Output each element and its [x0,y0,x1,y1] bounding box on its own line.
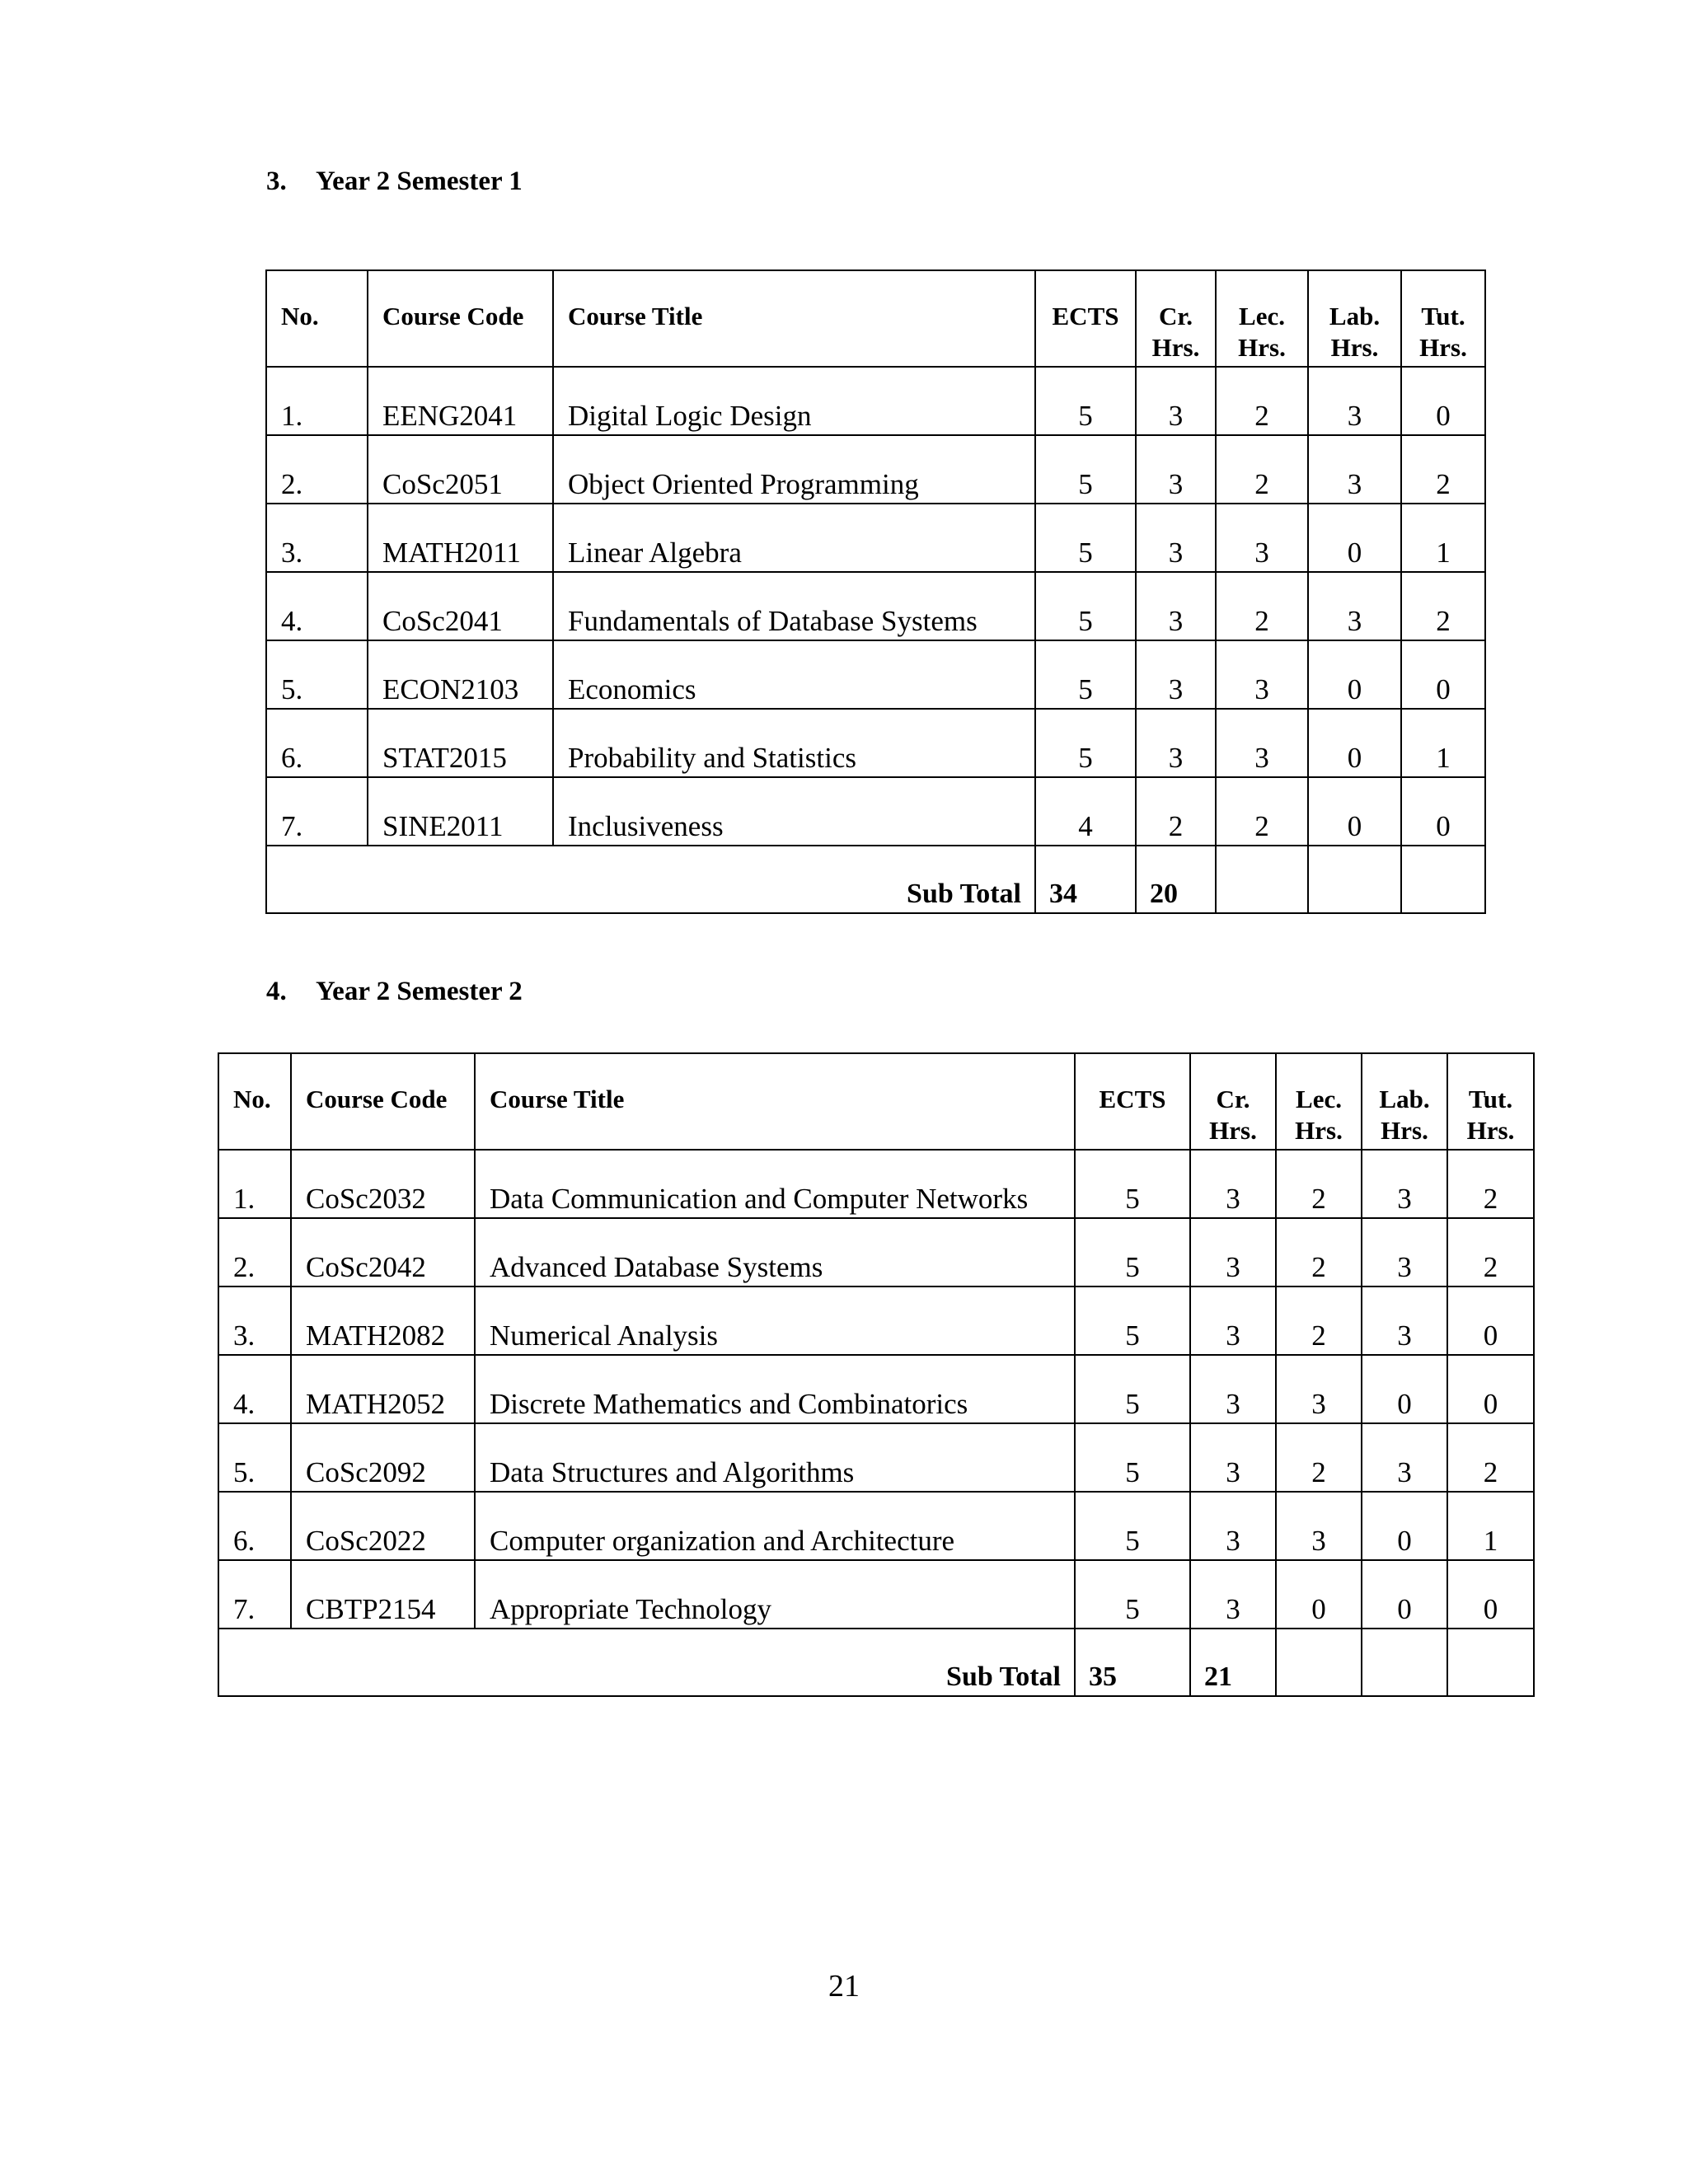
cell-course-code: SINE2011 [368,777,553,846]
cell-course-title: Probability and Statistics [553,709,1035,777]
cell-ects: 5 [1075,1423,1190,1492]
cell-lec-hrs: 2 [1276,1150,1362,1218]
cell-tut-hrs: 0 [1447,1286,1534,1355]
cell-course-code: ECON2103 [368,640,553,709]
cell-no: 1. [266,367,368,435]
cell-no: 3. [218,1286,291,1355]
table-row [218,1492,1534,1560]
cell-cr-hrs: 3 [1190,1492,1276,1560]
table-row [266,367,1485,435]
subtotal-empty-cell [1362,1629,1447,1696]
cell-course-code: EENG2041 [368,367,553,435]
col-header-ects: ECTS [1075,1053,1190,1150]
cell-lec-hrs: 2 [1276,1423,1362,1492]
cell-course-title: Data Structures and Algorithms [475,1423,1075,1492]
cell-tut-hrs: 0 [1447,1560,1534,1629]
section-number: 3. [266,166,287,196]
cell-course-code: STAT2015 [368,709,553,777]
section-heading-year2-sem2 [266,975,523,1008]
cell-course-title: Appropriate Technology [475,1560,1075,1629]
cell-lec-hrs: 3 [1216,640,1308,709]
table-row [266,640,1485,709]
cell-lec-hrs: 2 [1216,367,1308,435]
cell-tut-hrs: 0 [1401,640,1485,709]
cell-lec-hrs: 3 [1216,709,1308,777]
cell-lab-hrs: 3 [1308,435,1401,504]
cell-lec-hrs: 2 [1216,572,1308,640]
cell-no: 5. [218,1423,291,1492]
cell-course-title: Economics [553,640,1035,709]
cell-no: 6. [266,709,368,777]
cell-lec-hrs: 3 [1276,1355,1362,1423]
cell-lab-hrs: 0 [1308,777,1401,846]
cell-cr-hrs: 2 [1136,777,1216,846]
cell-lab-hrs: 3 [1308,367,1401,435]
table-row [218,1286,1534,1355]
cell-lab-hrs: 3 [1308,572,1401,640]
cell-course-title: Digital Logic Design [553,367,1035,435]
col-header-no: No. [266,270,368,367]
cell-no: 2. [266,435,368,504]
cell-cr-hrs: 3 [1190,1286,1276,1355]
cell-course-code: CoSc2041 [368,572,553,640]
table-header-row [266,270,1485,367]
cell-course-title: Linear Algebra [553,504,1035,572]
page-number: 21 [828,1969,860,2004]
cell-ects: 5 [1035,640,1136,709]
cell-cr-hrs: 3 [1136,572,1216,640]
col-header-lab-hrs: Lab. Hrs. [1362,1053,1447,1150]
cell-course-title: Data Communication and Computer Networks [475,1150,1075,1218]
cell-cr-hrs: 3 [1136,640,1216,709]
cell-no: 4. [218,1355,291,1423]
subtotal-ects: 35 [1075,1629,1190,1696]
cell-ects: 5 [1075,1150,1190,1218]
cell-course-title: Fundamentals of Database Systems [553,572,1035,640]
cell-tut-hrs: 2 [1447,1150,1534,1218]
cell-course-code: CoSc2042 [291,1218,475,1286]
col-header-cr-hrs: Cr. Hrs. [1136,270,1216,367]
cell-course-code: MATH2011 [368,504,553,572]
col-header-course-title: Course Title [553,270,1035,367]
subtotal-label: Sub Total [218,1629,1075,1696]
cell-course-code: CBTP2154 [291,1560,475,1629]
table-row [266,777,1485,846]
table-row [218,1218,1534,1286]
cell-lec-hrs: 3 [1216,504,1308,572]
course-table-year2-sem1 [265,269,1486,914]
cell-tut-hrs: 2 [1401,572,1485,640]
section-number: 4. [266,977,287,1006]
col-header-no: No. [218,1053,291,1150]
cell-lec-hrs: 2 [1216,435,1308,504]
cell-cr-hrs: 3 [1136,435,1216,504]
table-row [266,572,1485,640]
cell-course-code: CoSc2092 [291,1423,475,1492]
subtotal-row [218,1629,1534,1696]
cell-lab-hrs: 0 [1308,504,1401,572]
cell-course-title: Advanced Database Systems [475,1218,1075,1286]
subtotal-empty-cell [1447,1629,1534,1696]
cell-tut-hrs: 1 [1447,1492,1534,1560]
cell-ects: 5 [1035,367,1136,435]
cell-ects: 5 [1035,572,1136,640]
cell-cr-hrs: 3 [1136,504,1216,572]
cell-no: 4. [266,572,368,640]
table-row [218,1150,1534,1218]
col-header-ects: ECTS [1035,270,1136,367]
cell-lec-hrs: 0 [1276,1560,1362,1629]
table-row [266,435,1485,504]
cell-course-title: Discrete Mathematics and Combinatorics [475,1355,1075,1423]
cell-ects: 5 [1075,1560,1190,1629]
cell-lec-hrs: 2 [1216,777,1308,846]
section-title: Year 2 Semester 1 [316,166,523,196]
cell-tut-hrs: 2 [1447,1423,1534,1492]
cell-ects: 4 [1035,777,1136,846]
cell-course-title: Object Oriented Programming [553,435,1035,504]
table-header-row [218,1053,1534,1150]
cell-course-title: Numerical Analysis [475,1286,1075,1355]
table-row [266,504,1485,572]
cell-cr-hrs: 3 [1136,367,1216,435]
cell-lec-hrs: 2 [1276,1286,1362,1355]
cell-lab-hrs: 3 [1362,1286,1447,1355]
col-header-lec-hrs: Lec. Hrs. [1216,270,1308,367]
col-header-course-code: Course Code [368,270,553,367]
cell-course-code: MATH2052 [291,1355,475,1423]
cell-no: 6. [218,1492,291,1560]
cell-tut-hrs: 1 [1401,504,1485,572]
table-body [218,1150,1534,1696]
cell-ects: 5 [1035,709,1136,777]
subtotal-cr-hrs: 21 [1190,1629,1276,1696]
cell-course-code: CoSc2051 [368,435,553,504]
cell-course-code: CoSc2022 [291,1492,475,1560]
cell-ects: 5 [1075,1286,1190,1355]
cell-cr-hrs: 3 [1190,1218,1276,1286]
subtotal-empty-cell [1216,846,1308,913]
cell-cr-hrs: 3 [1190,1423,1276,1492]
table-row [218,1423,1534,1492]
cell-no: 7. [218,1560,291,1629]
cell-lab-hrs: 0 [1308,709,1401,777]
cell-course-code: MATH2082 [291,1286,475,1355]
cell-lab-hrs: 3 [1362,1218,1447,1286]
cell-lab-hrs: 0 [1362,1560,1447,1629]
cell-course-title: Computer organization and Architecture [475,1492,1075,1560]
cell-lab-hrs: 0 [1308,640,1401,709]
table-row [266,709,1485,777]
col-header-course-code: Course Code [291,1053,475,1150]
course-table-year2-sem2 [218,1052,1535,1697]
cell-tut-hrs: 1 [1401,709,1485,777]
section-heading-year2-sem1 [266,165,523,198]
cell-lab-hrs: 3 [1362,1150,1447,1218]
cell-tut-hrs: 2 [1447,1218,1534,1286]
cell-ects: 5 [1075,1492,1190,1560]
table-body [266,367,1485,913]
cell-lec-hrs: 2 [1276,1218,1362,1286]
cell-tut-hrs: 0 [1401,367,1485,435]
subtotal-cr-hrs: 20 [1136,846,1216,913]
col-header-course-title: Course Title [475,1053,1075,1150]
cell-course-title: Inclusiveness [553,777,1035,846]
cell-ects: 5 [1075,1355,1190,1423]
cell-ects: 5 [1075,1218,1190,1286]
table-row [218,1355,1534,1423]
subtotal-empty-cell [1276,1629,1362,1696]
cell-lec-hrs: 3 [1276,1492,1362,1560]
cell-lab-hrs: 0 [1362,1355,1447,1423]
table-row [218,1560,1534,1629]
cell-tut-hrs: 0 [1401,777,1485,846]
cell-course-code: CoSc2032 [291,1150,475,1218]
cell-no: 7. [266,777,368,846]
cell-ects: 5 [1035,435,1136,504]
section-title: Year 2 Semester 2 [316,977,523,1006]
subtotal-empty-cell [1308,846,1401,913]
cell-cr-hrs: 3 [1190,1355,1276,1423]
cell-tut-hrs: 2 [1401,435,1485,504]
cell-no: 1. [218,1150,291,1218]
cell-cr-hrs: 3 [1190,1560,1276,1629]
col-header-lab-hrs: Lab. Hrs. [1308,270,1401,367]
col-header-cr-hrs: Cr. Hrs. [1190,1053,1276,1150]
cell-ects: 5 [1035,504,1136,572]
subtotal-row [266,846,1485,913]
subtotal-empty-cell [1401,846,1485,913]
subtotal-label: Sub Total [266,846,1035,913]
col-header-lec-hrs: Lec. Hrs. [1276,1053,1362,1150]
cell-no: 2. [218,1218,291,1286]
cell-lab-hrs: 3 [1362,1423,1447,1492]
col-header-tut-hrs: Tut. Hrs. [1447,1053,1534,1150]
subtotal-ects: 34 [1035,846,1136,913]
col-header-tut-hrs: Tut. Hrs. [1401,270,1485,367]
cell-lab-hrs: 0 [1362,1492,1447,1560]
cell-tut-hrs: 0 [1447,1355,1534,1423]
cell-cr-hrs: 3 [1190,1150,1276,1218]
cell-no: 3. [266,504,368,572]
cell-no: 5. [266,640,368,709]
cell-cr-hrs: 3 [1136,709,1216,777]
